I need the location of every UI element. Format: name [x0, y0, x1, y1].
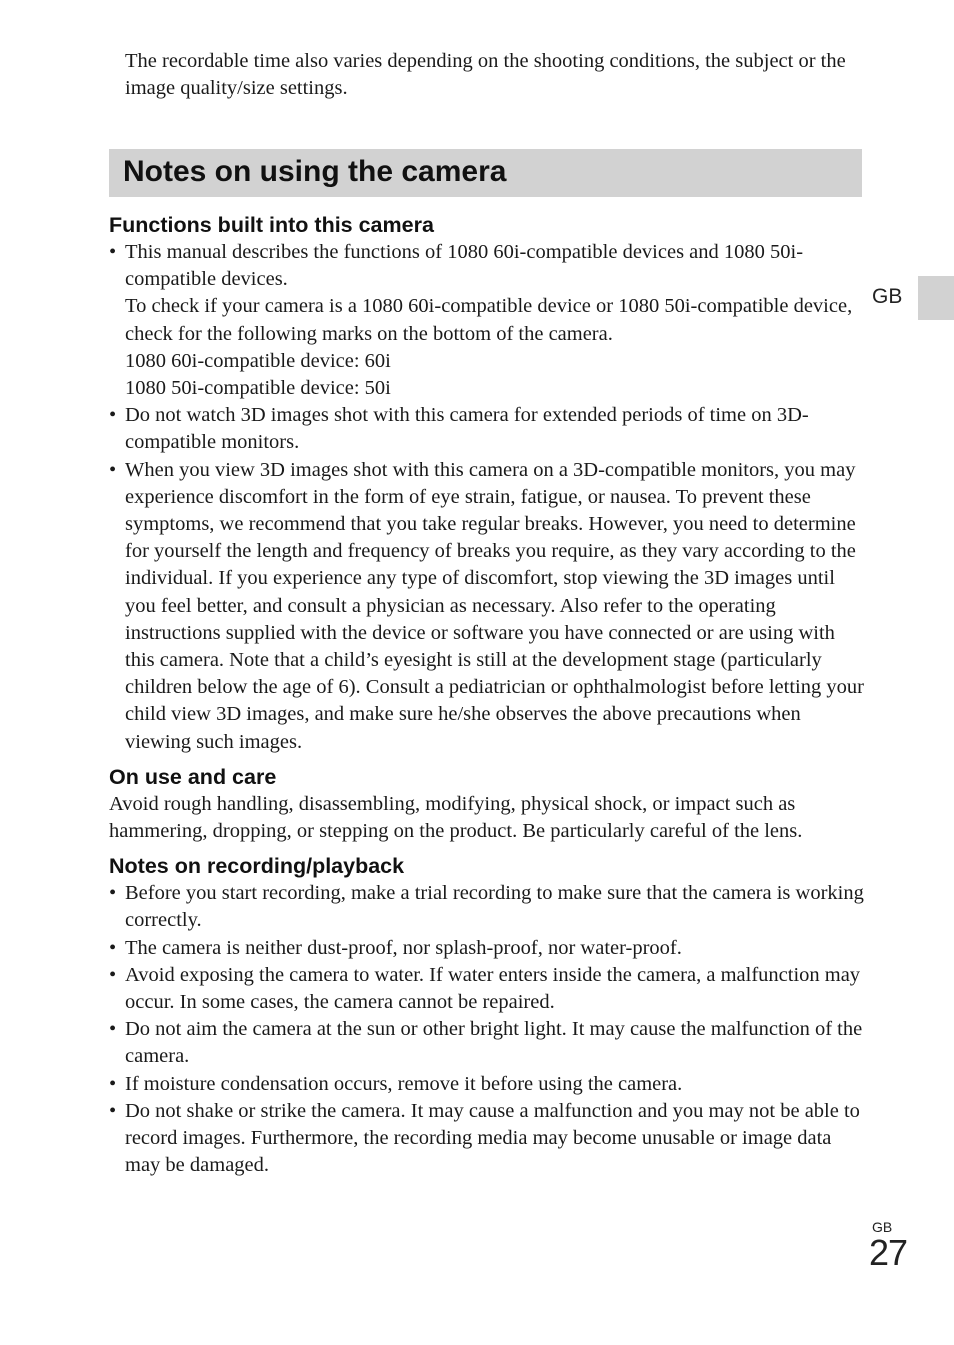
list-item-text: Do not aim the camera at the sun or other bright light. It may cause the malfunction of the camera.	[125, 1018, 863, 1068]
list-item-text: Before you start recording, make a trial recording to make sure that the camera is working correctly.	[125, 882, 864, 932]
list-item	[109, 1098, 869, 1180]
list-item	[109, 935, 869, 962]
bullet-icon: •	[109, 241, 117, 263]
list-item-text: Do not shake or strike the camera. It may cause a malfunction and you may not be able to record images. Furthermore, the recording media may become unusable or image data may be damaged.	[125, 1099, 860, 1177]
recording-list	[109, 880, 869, 1179]
functions-heading: Functions built into this camera	[109, 213, 434, 237]
section-title: Notes on using the camera	[123, 155, 507, 188]
list-item-text: Do not watch 3D images shot with this camera for extended periods of time on 3D-compatible monitors.	[125, 404, 809, 454]
list-item-text: To check if your camera is a 1080 60i-compatible device or 1080 50i-compatible device, check for the following marks on the bottom of the camera.	[125, 295, 853, 345]
list-item-text: 1080 60i-compatible device: 60i	[125, 349, 391, 372]
list-item	[109, 239, 869, 402]
list-item-text: If moisture condensation occurs, remove it before using the camera.	[125, 1072, 683, 1095]
list-item-text: The camera is neither dust-proof, nor splash-proof, nor water-proof.	[125, 936, 682, 959]
page-region-label: GB	[872, 1219, 893, 1235]
content-body	[109, 211, 869, 1180]
section-header-bar	[109, 149, 862, 197]
functions-list	[109, 239, 869, 756]
bullet-icon: •	[109, 404, 117, 427]
bullet-icon: •	[109, 1099, 117, 1122]
list-item-text: When you view 3D images shot with this camera on a 3D-compatible monitors, you may experience discomfort in the form of eye strain, fatigue, or nausea. To prevent these symptoms, we recommend that you take regular breaks. However, you need to determine for yourself the length and frequency of breaks you require, as they vary according to the individual. If you experience any type of discomfort, stop viewing the 3D images until you feel better, and consult a physician as necessary. Also refer to the operating instructions supplied with the device or software you have connected or are using with this camera. Note that a child’s eyesight is still at the development stage (particularly children below the age of 6). Consult a pediatrician or ophthalmologist before letting your child view 3D images, and make sure he/she observes the above precautions when viewing such images.	[125, 458, 864, 753]
list-item	[109, 1071, 869, 1098]
list-item	[109, 457, 869, 756]
use-care-heading: On use and care	[109, 764, 277, 789]
list-item	[109, 962, 869, 1016]
list-item-text: 1080 50i-compatible device: 50i	[125, 377, 391, 400]
intro-paragraph: The recordable time also varies depending on the shooting conditions, the subject or the image quality/size settings.	[125, 50, 846, 100]
list-item-text: This manual describes the functions of 1080 60i-compatible devices and 1080 50i-compatible devices.	[125, 241, 804, 291]
list-item	[109, 1016, 869, 1070]
list-item	[109, 880, 869, 934]
bullet-icon: •	[109, 1018, 117, 1041]
side-index-tab	[918, 276, 954, 320]
bullet-icon: •	[109, 936, 117, 959]
bullet-icon: •	[109, 882, 117, 905]
list-item	[109, 402, 869, 456]
bullet-icon: •	[109, 458, 117, 481]
use-care-text: Avoid rough handling, disassembling, modifying, physical shock, or impact such as hammering, dropping, or stepping on the product. Be particularly careful of the lens.	[109, 792, 803, 843]
side-language-label: GB	[872, 285, 903, 308]
bullet-icon: •	[109, 1072, 117, 1095]
bullet-icon: •	[109, 963, 117, 986]
list-item-text: Avoid exposing the camera to water. If water enters inside the camera, a malfunction may occur. In some cases, the camera cannot be repaired.	[125, 963, 861, 1014]
page-number: 27	[869, 1232, 908, 1273]
recording-heading: Notes on recording/playback	[109, 854, 405, 879]
